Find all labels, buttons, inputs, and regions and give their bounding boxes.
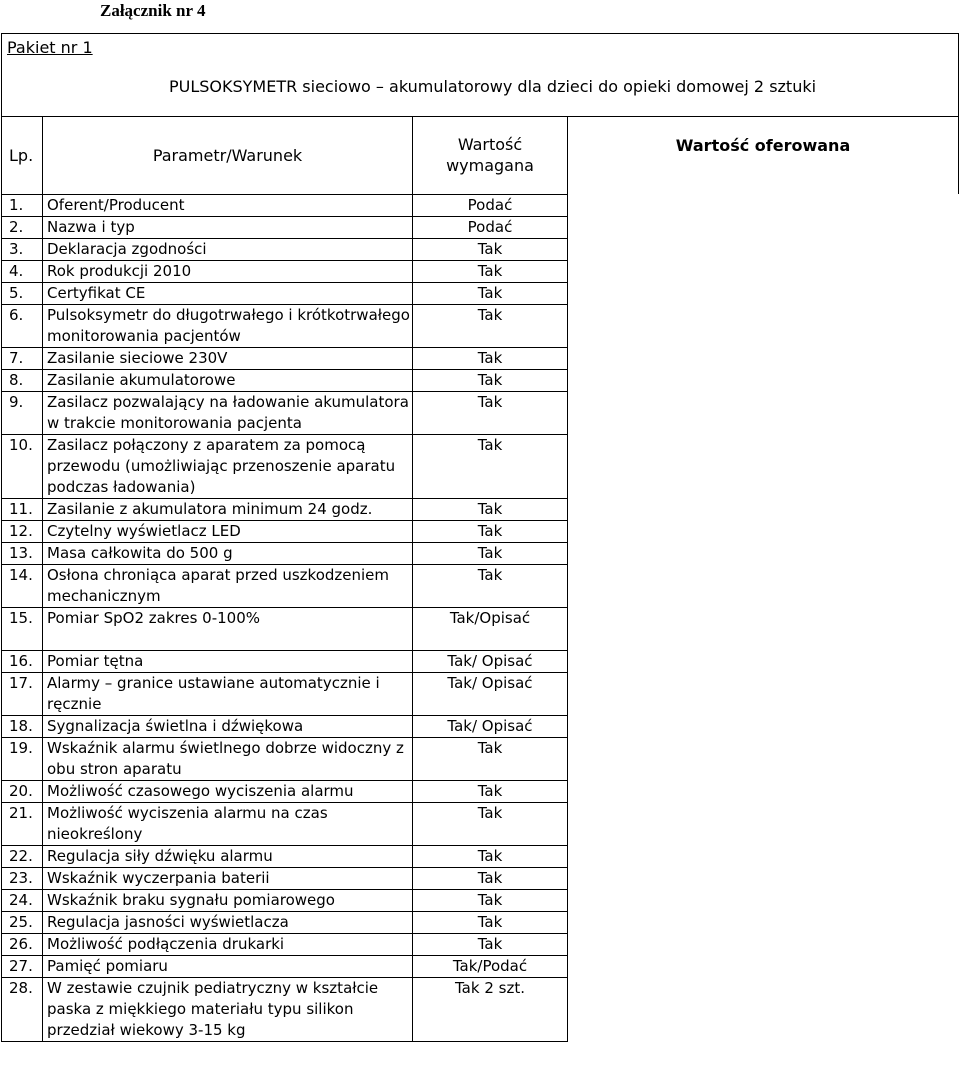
row-parameter: Zasilanie sieciowe 230V [43, 347, 413, 369]
row-required-value: Tak [413, 369, 568, 391]
header-row [2, 117, 959, 195]
table-row [2, 520, 959, 542]
table-row [2, 889, 959, 911]
row-number: 1. [2, 194, 43, 216]
row-parameter: Osłona chroniąca aparat przed uszkodzeniem mechanicznym [43, 564, 413, 607]
table-row [2, 867, 959, 889]
header-offered [568, 117, 959, 195]
row-required-value: Podać [413, 216, 568, 238]
row-number: 17. [2, 672, 43, 715]
table-row [2, 216, 959, 238]
row-number: 19. [2, 737, 43, 780]
header-required-line1: Wartość [457, 135, 523, 155]
row-required-value: Tak [413, 391, 568, 434]
specification-table [1, 33, 959, 1042]
row-required-value: Tak [413, 520, 568, 542]
row-required-value: Tak [413, 933, 568, 955]
row-parameter: Nazwa i typ [43, 216, 413, 238]
row-required-value: Tak [413, 802, 568, 845]
row-required-value: Tak [413, 434, 568, 498]
row-parameter: Zasilacz połączony z aparatem za pomocą przewodu (umożliwiając przenoszenie aparatu podczas ładowania) [43, 434, 413, 498]
row-required-value: Tak [413, 260, 568, 282]
row-required-value: Tak/Podać [413, 955, 568, 977]
package-label: Pakiet nr 1 [7, 38, 93, 57]
row-parameter: Pamięć pomiaru [43, 955, 413, 977]
row-parameter: Możliwość wyciszenia alarmu na czas nieokreślony [43, 802, 413, 845]
row-number: 14. [2, 564, 43, 607]
row-parameter: Wskaźnik wyczerpania baterii [43, 867, 413, 889]
row-parameter: Rok produkcji 2010 [43, 260, 413, 282]
row-parameter: Wskaźnik braku sygnału pomiarowego [43, 889, 413, 911]
row-parameter: Sygnalizacja świetlna i dźwiękowa [43, 715, 413, 737]
row-parameter: Regulacja jasności wyświetlacza [43, 911, 413, 933]
row-required-value: Tak [413, 867, 568, 889]
row-required-value: Tak/ Opisać [413, 650, 568, 672]
package-row [2, 34, 959, 117]
table-row [2, 282, 959, 304]
row-parameter: Czytelny wyświetlacz LED [43, 520, 413, 542]
row-parameter: Zasilacz pozwalający na ładowanie akumulatora w trakcie monitorowania pacjenta [43, 391, 413, 434]
row-parameter: Oferent/Producent [43, 194, 413, 216]
table-row [2, 955, 959, 977]
row-number: 5. [2, 282, 43, 304]
row-number: 4. [2, 260, 43, 282]
row-required-value: Tak/ Opisać [413, 672, 568, 715]
row-parameter: Zasilanie akumulatorowe [43, 369, 413, 391]
row-required-value: Tak/Opisać [413, 607, 568, 650]
row-number: 15. [2, 607, 43, 650]
table-row [2, 391, 959, 434]
table-row [2, 780, 959, 802]
row-number: 26. [2, 933, 43, 955]
table-row [2, 304, 959, 347]
header-required-line2: wymagana [446, 156, 534, 176]
package-cell [2, 34, 959, 117]
row-number: 28. [2, 977, 43, 1041]
table-row [2, 564, 959, 607]
row-required-value: Tak/ Opisać [413, 715, 568, 737]
row-number: 18. [2, 715, 43, 737]
row-number: 3. [2, 238, 43, 260]
row-parameter: Regulacja siły dźwięku alarmu [43, 845, 413, 867]
table-row [2, 434, 959, 498]
row-parameter: Pomiar SpO2 zakres 0-100% [43, 607, 413, 650]
table-row [2, 911, 959, 933]
row-required-value: Tak 2 szt. [413, 977, 568, 1041]
row-parameter: Pomiar tętna [43, 650, 413, 672]
row-required-value: Tak [413, 542, 568, 564]
row-number: 2. [2, 216, 43, 238]
row-parameter: Masa całkowita do 500 g [43, 542, 413, 564]
row-parameter: Możliwość podłączenia drukarki [43, 933, 413, 955]
row-required-value: Podać [413, 194, 568, 216]
row-required-value: Tak [413, 780, 568, 802]
row-number: 9. [2, 391, 43, 434]
row-required-value: Tak [413, 911, 568, 933]
row-number: 11. [2, 498, 43, 520]
table-row [2, 933, 959, 955]
table-row [2, 260, 959, 282]
row-number: 24. [2, 889, 43, 911]
table-row [2, 737, 959, 780]
row-number: 23. [2, 867, 43, 889]
table-row [2, 715, 959, 737]
row-number: 27. [2, 955, 43, 977]
row-required-value: Tak [413, 845, 568, 867]
table-row [2, 194, 959, 216]
table-row [2, 238, 959, 260]
table-row [2, 672, 959, 715]
table-row [2, 845, 959, 867]
table-row [2, 498, 959, 520]
table-body [2, 194, 959, 1041]
row-number: 20. [2, 780, 43, 802]
row-parameter: Pulsoksymetr do długotrwałego i krótkotrwałego monitorowania pacjentów [43, 304, 413, 347]
table-row [2, 802, 959, 845]
table-row [2, 607, 959, 650]
row-required-value: Tak [413, 737, 568, 780]
row-parameter: Zasilanie z akumulatora minimum 24 godz. [43, 498, 413, 520]
header-lp: Lp. [2, 117, 43, 195]
annex-title: Załącznik nr 4 [100, 1, 206, 20]
table-row [2, 977, 959, 1041]
row-number: 22. [2, 845, 43, 867]
row-required-value: Tak [413, 498, 568, 520]
table-row [2, 650, 959, 672]
row-number: 25. [2, 911, 43, 933]
row-required-value: Tak [413, 282, 568, 304]
row-number: 21. [2, 802, 43, 845]
table-row [2, 347, 959, 369]
row-required-value: Tak [413, 304, 568, 347]
row-number: 6. [2, 304, 43, 347]
row-required-value: Tak [413, 347, 568, 369]
row-parameter: Możliwość czasowego wyciszenia alarmu [43, 780, 413, 802]
row-required-value: Tak [413, 564, 568, 607]
row-number: 16. [2, 650, 43, 672]
row-number: 12. [2, 520, 43, 542]
row-required-value: Tak [413, 889, 568, 911]
row-number: 8. [2, 369, 43, 391]
row-parameter: Certyfikat CE [43, 282, 413, 304]
row-parameter: Deklaracja zgodności [43, 238, 413, 260]
row-parameter: Alarmy – granice ustawiane automatycznie i ręcznie [43, 672, 413, 715]
header-required [413, 117, 568, 195]
row-parameter: W zestawie czujnik pediatryczny w kształcie paska z miękkiego materiału typu silikon przedział wiekowy 3-15 kg [43, 977, 413, 1041]
row-number: 13. [2, 542, 43, 564]
row-parameter: Wskaźnik alarmu świetlnego dobrze widoczny z obu stron aparatu [43, 737, 413, 780]
header-offered-label: Wartość oferowana [675, 136, 851, 155]
row-required-value: Tak [413, 238, 568, 260]
header-param: Parametr/Warunek [43, 117, 413, 195]
row-number: 7. [2, 347, 43, 369]
table-row [2, 542, 959, 564]
table-row [2, 369, 959, 391]
product-title: PULSOKSYMETR sieciowo – akumulatorowy dla dzieci do opieki domowej 2 sztuki [168, 77, 817, 96]
row-number: 10. [2, 434, 43, 498]
